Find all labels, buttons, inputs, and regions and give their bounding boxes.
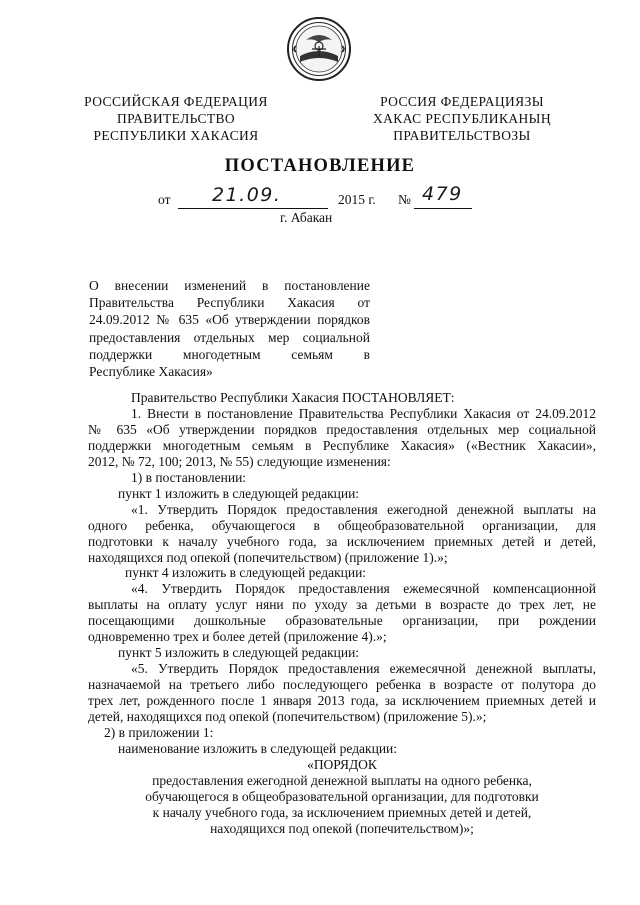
header-right-line: РОССИЯ ФЕДЕРАЦИЯЗЫ — [380, 94, 544, 109]
body-line: 1) в постановлении: — [131, 469, 247, 485]
coat-of-arms-emblem-icon — [286, 16, 352, 82]
body-line-centered: «ПОРЯДОК — [307, 756, 377, 772]
subject-block — [89, 277, 370, 380]
body-line: посещающими дошкольные образовательные организации, при рождении — [88, 613, 596, 629]
year-text: 2015 г. — [338, 192, 376, 207]
body-line: пункт 5 изложить в следующей редакции: — [118, 645, 360, 661]
header-right-line: ХАКАС РЕСПУБЛИКАНЫҢ — [373, 111, 551, 126]
body-line-centered: находящихся под опекой (попечительством)»; — [210, 820, 474, 836]
document-title: ПОСТАНОВЛЕНИЕ — [224, 156, 416, 176]
body-line: детей, находящихся под опекой (попечительством) (приложение 5).»; — [88, 709, 487, 725]
header-right-block — [362, 93, 562, 144]
header-left-line: ПРАВИТЕЛЬСТВО — [116, 111, 236, 126]
handwritten-number: 479 — [422, 183, 463, 205]
body-line: 2) в приложении 1: — [104, 725, 214, 741]
subject-line: Правительства Республики Хакасия от — [89, 295, 370, 311]
body-line: 2012, № 72, 100; 2013, № 55) следующие изменения: — [88, 453, 391, 469]
subject-line: поддержки многодетным семьям в — [89, 346, 370, 362]
body-line: находящихся под опекой (попечительством) (приложение 1).»; — [88, 549, 448, 565]
body-line-centered: обучающегося в общеобразовательной организации, для подготовки — [145, 788, 539, 804]
subject-line: предоставления отдельных мер социальной — [89, 329, 370, 345]
body-line-centered: к началу учебного года, за исключением приемных детей и детей, — [152, 804, 532, 820]
body-line: пункт 4 изложить в следующей редакции: — [125, 565, 367, 581]
body-line: Правительство Республики Хакасия ПОСТАНОВЛЯЕТ: — [131, 390, 455, 405]
body-line: «4. Утвердить Порядок предоставления ежемесячной компенсационной — [131, 581, 596, 597]
handwritten-date: 21.09. — [212, 184, 282, 206]
body-line: наименование изложить в следующей редакции: — [118, 740, 398, 756]
body-line: назначаемой на третьего либо последующего ребенка в возрасте от полутора до — [88, 677, 596, 693]
body-line: «5. Утвердить Порядок предоставления ежемесячной денежной выплаты, — [131, 661, 596, 677]
city-name: г. Абакан — [280, 210, 333, 225]
body-line-centered: предоставления ежегодной денежной выплаты на одного ребенка, — [152, 772, 532, 788]
body-line: пункт 1 изложить в следующей редакции: — [118, 485, 360, 501]
number-label: № — [398, 192, 411, 207]
date-underline — [178, 208, 328, 209]
header-left-line: РЕСПУБЛИКИ ХАКАСИЯ — [93, 128, 259, 143]
body-line: поддержки многодетным семьям в Республике Хакасия» («Вестник Хакасии», — [88, 437, 596, 453]
body-line: «1. Утвердить Порядок предоставления ежегодной денежной выплаты на — [131, 501, 596, 517]
number-underline — [414, 208, 472, 209]
body-line: 1. Внести в постановление Правительства Республики Хакасия от 24.09.2012 — [131, 405, 596, 421]
body-line: № 635 «Об утверждении порядков предоставления отдельных мер социальной — [88, 421, 596, 437]
body-line: трех лет, рожденного после 1 января 2013 года, за исключением приемных детей и — [88, 693, 596, 709]
subject-line: О внесении изменений в постановление — [89, 278, 370, 293]
body-line: выплаты на оплату услуг няни по уходу за детьми в возрасте до трех лет, не — [88, 597, 596, 613]
body-line: одновременно трех и более детей (приложение 4).»; — [88, 629, 387, 645]
body-line: одного ребенка, обучающегося в общеобразовательной организации, для — [88, 517, 596, 533]
body-line: подготовки к началу учебного года, за исключением приемных детей и детей, — [88, 533, 596, 549]
body-text — [88, 390, 596, 837]
header-right-line: ПРАВИТЕЛЬСТВОЗЫ — [393, 128, 531, 143]
header-left-line: РОССИЙСКАЯ ФЕДЕРАЦИЯ — [84, 94, 268, 109]
date-from-label: от — [158, 192, 171, 207]
header-left-block — [78, 93, 274, 144]
subject-line: 24.09.2012 № 635 «Об утверждении порядков — [89, 312, 370, 328]
subject-line: Республике Хакасия» — [89, 364, 213, 380]
